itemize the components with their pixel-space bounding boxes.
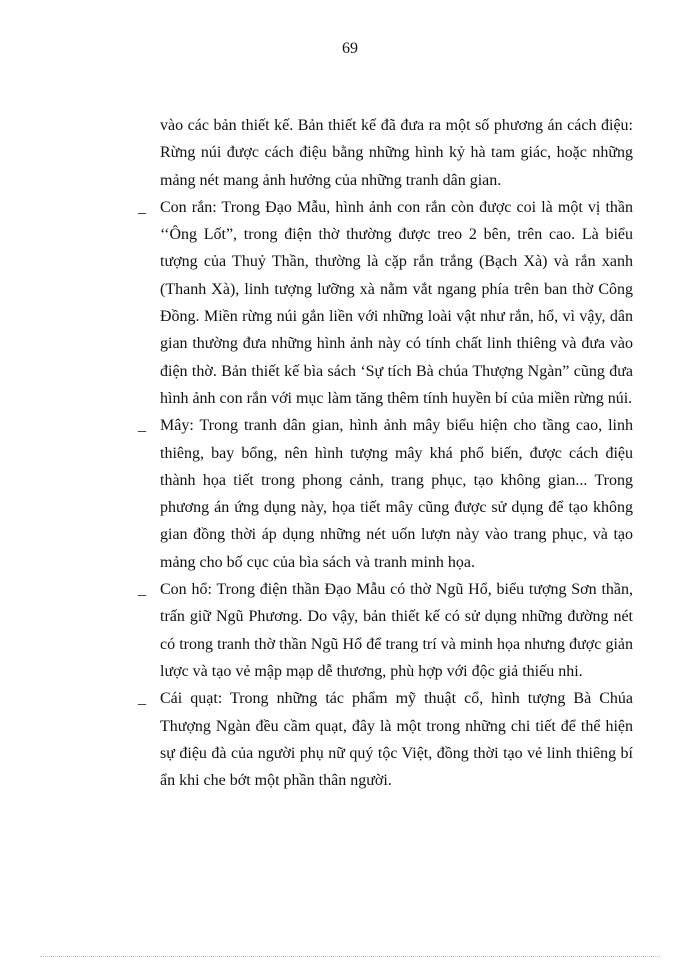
bullet-marker: _ <box>138 690 146 708</box>
page-bottom-divider <box>40 956 660 957</box>
paragraph-intro <box>160 112 633 194</box>
paragraph-text: Con rắn: Trong Đạo Mẫu, hình ảnh con rắn còn được coi là một vị thần ‘‘Ông Lốt”, trong điện thờ thường được treo 2 bên, trên cao. Là biểu tượng của Thuỷ Thần, thường là cặp rắn trắng (Bạch Xà) và rắn xanh (Thanh Xà), linh tượng lưỡng xà nằm vắt ngang phía trên ban thờ Công Đồng. Miền rừng núi gắn liền với những loài vật như rắn, hổ, vì vậy, dân gian thường đưa những hình ảnh này có tính chất linh thiêng và đưa vào điện thờ. Bản thiết kế bìa sách ‘Sự tích Bà chúa Thượng Ngàn” cũng đưa hình ảnh con rắn với mục làm tăng thêm tính huyền bí của miền rừng núi. <box>160 198 633 407</box>
paragraph-con-ho <box>138 576 633 685</box>
bullet-marker: _ <box>138 581 146 599</box>
paragraph-text: vào các bản thiết kế. Bản thiết kế đã đưa ra một số phương án cách điệu: Rừng núi được cách điệu bằng những hình kỷ hà tam giác, hoặc những mảng nét mang ảnh hưởng của những tranh dân gian. <box>160 117 633 189</box>
paragraph-text: Cái quạt: Trong những tác phẩm mỹ thuật cổ, hình tượng Bà Chúa Thượng Ngàn đều cầm quạt, đây là một trong những chi tiết để thể hiện sự điệu đà của người phụ nữ quý tộc Việt, đồng thời tạo vẻ linh thiêng bí ẩn khi che bớt một phần thân người. <box>160 690 633 790</box>
paragraph-con-ran <box>138 194 633 412</box>
paragraph-text: Mây: Trong tranh dân gian, hình ảnh mây biểu hiện cho tầng cao, linh thiêng, bay bổng, nên hình tượng mây khá phổ biến, được cách điệu thành họa tiết trong phong cảnh, trang phục, tạo không gian... Trong phương án ứng dụng này, họa tiết mây cũng được sử dụng để tạo không gian đồng thời áp dụng những nét uốn lượn này vào trang phục, và tạo mảng cho bố cục của bìa sách và tranh minh họa. <box>160 417 633 571</box>
document-body <box>138 112 633 794</box>
bullet-marker: _ <box>138 198 146 216</box>
bullet-marker: _ <box>138 417 146 435</box>
paragraph-text: Con hổ: Trong điện thần Đạo Mẫu có thờ Ngũ Hổ, biểu tượng Sơn thần, trấn giữ Ngũ Phương. Do vậy, bản thiết kế có sử dụng những đường nét có trong tranh thờ thần Ngũ Hổ để trang trí và minh họa nhưng được giản lược và tạo vẻ mập mạp dễ thương, phù hợp với độc giả thiếu nhi. <box>160 581 633 680</box>
page-number: 69 <box>342 40 358 57</box>
paragraph-may <box>138 412 633 576</box>
paragraph-cai-quat <box>138 685 633 794</box>
